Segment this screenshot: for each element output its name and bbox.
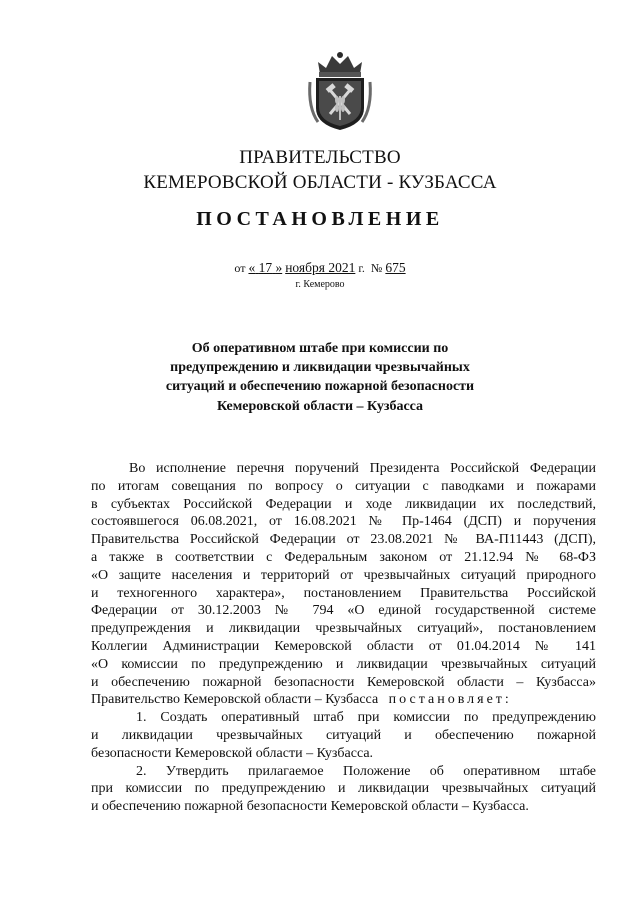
preamble-line: Правительства Российской Федерации от 23.08.2021 № ВА-П11443 (ДСП), [91, 532, 596, 548]
item1-line: безопасности Кемеровской области – Кузбасса. [91, 745, 374, 761]
preamble-line: в субъектах Российской Федерации и ходе ликвидации их последствий, [91, 496, 596, 512]
coat-of-arms-emblem [306, 48, 374, 132]
preamble-final-text: Правительство Кемеровской области – Кузбасса [91, 692, 379, 708]
preamble-line: «О защите населения и территорий от чрезвычайных ситуаций природного [91, 567, 596, 583]
title-line: предупреждению и ликвидации чрезвычайных [170, 360, 470, 376]
document-number: 675 [385, 260, 406, 275]
preamble-line: Во исполнение перечня поручений Президента Российской Федерации [129, 461, 596, 476]
preamble-line: предупреждения и ликвидации чрезвычайных ситуаций», постановлением [91, 621, 596, 637]
number-sign: № [370, 261, 383, 275]
document-body [91, 460, 596, 816]
preamble-line: Федерации от 30.12.2003 № 794 «О единой государственной системе [91, 603, 596, 619]
resolves-word: постановляет: [388, 692, 512, 708]
document-type-heading: ПОСТАНОВЛЕНИЕ [196, 208, 444, 230]
item2-line: при комиссии по предупреждению и ликвидации чрезвычайных ситуаций [91, 781, 596, 797]
preamble-line: и обеспечению пожарной безопасности Кемеровской области – Кузбасса» [91, 674, 596, 690]
preamble-line: а также в соответствии с Федеральным законом от 21.12.94 № 68-ФЗ [91, 549, 596, 565]
item2-line: 2. Утвердить прилагаемое Положение об оперативном штабе [136, 763, 596, 779]
document-title [0, 339, 640, 416]
date-from-label: от [234, 261, 246, 275]
preamble-line: «О комиссии по предупреждению и ликвидации чрезвычайных ситуаций [91, 656, 596, 672]
item1-line: 1. Создать оперативный штаб при комиссии по предупреждению [136, 710, 596, 726]
date-day: « 17 » [248, 260, 283, 275]
year-suffix: г. [358, 261, 365, 275]
item1-line: и ликвидации чрезвычайных ситуаций и обеспечению пожарной [91, 727, 596, 743]
preamble-line: по итогам совещания по вопросу о ситуации с паводками и пожарами [91, 478, 596, 494]
preamble-line: состоявшегося 06.08.2021, от 16.08.2021 № Пр-1464 (ДСП) и поручения [91, 514, 596, 530]
date-number-line [0, 260, 640, 276]
title-line: Об оперативном штабе при комиссии по [191, 341, 449, 356]
city-label: г. Кемерово [295, 279, 345, 290]
preamble-line: Коллегии Администрации Кемеровской области от 01.04.2014 № 141 [91, 638, 596, 654]
date-month-year: ноября 2021 [285, 260, 356, 275]
item2-line: и обеспечению пожарной безопасности Кемеровской области – Кузбасса. [91, 799, 529, 815]
preamble-line: и техногенного характера», постановлением Правительства Российской [91, 585, 596, 601]
title-line: ситуаций и обеспечению пожарной безопасности [165, 379, 475, 395]
government-title-line1: ПРАВИТЕЛЬСТВО [239, 147, 401, 168]
government-title-line2: КЕМЕРОВСКОЙ ОБЛАСТИ - КУЗБАССА [143, 172, 497, 193]
title-line: Кемеровской области – Кузбасса [216, 398, 424, 414]
preamble-final-line [91, 691, 596, 709]
